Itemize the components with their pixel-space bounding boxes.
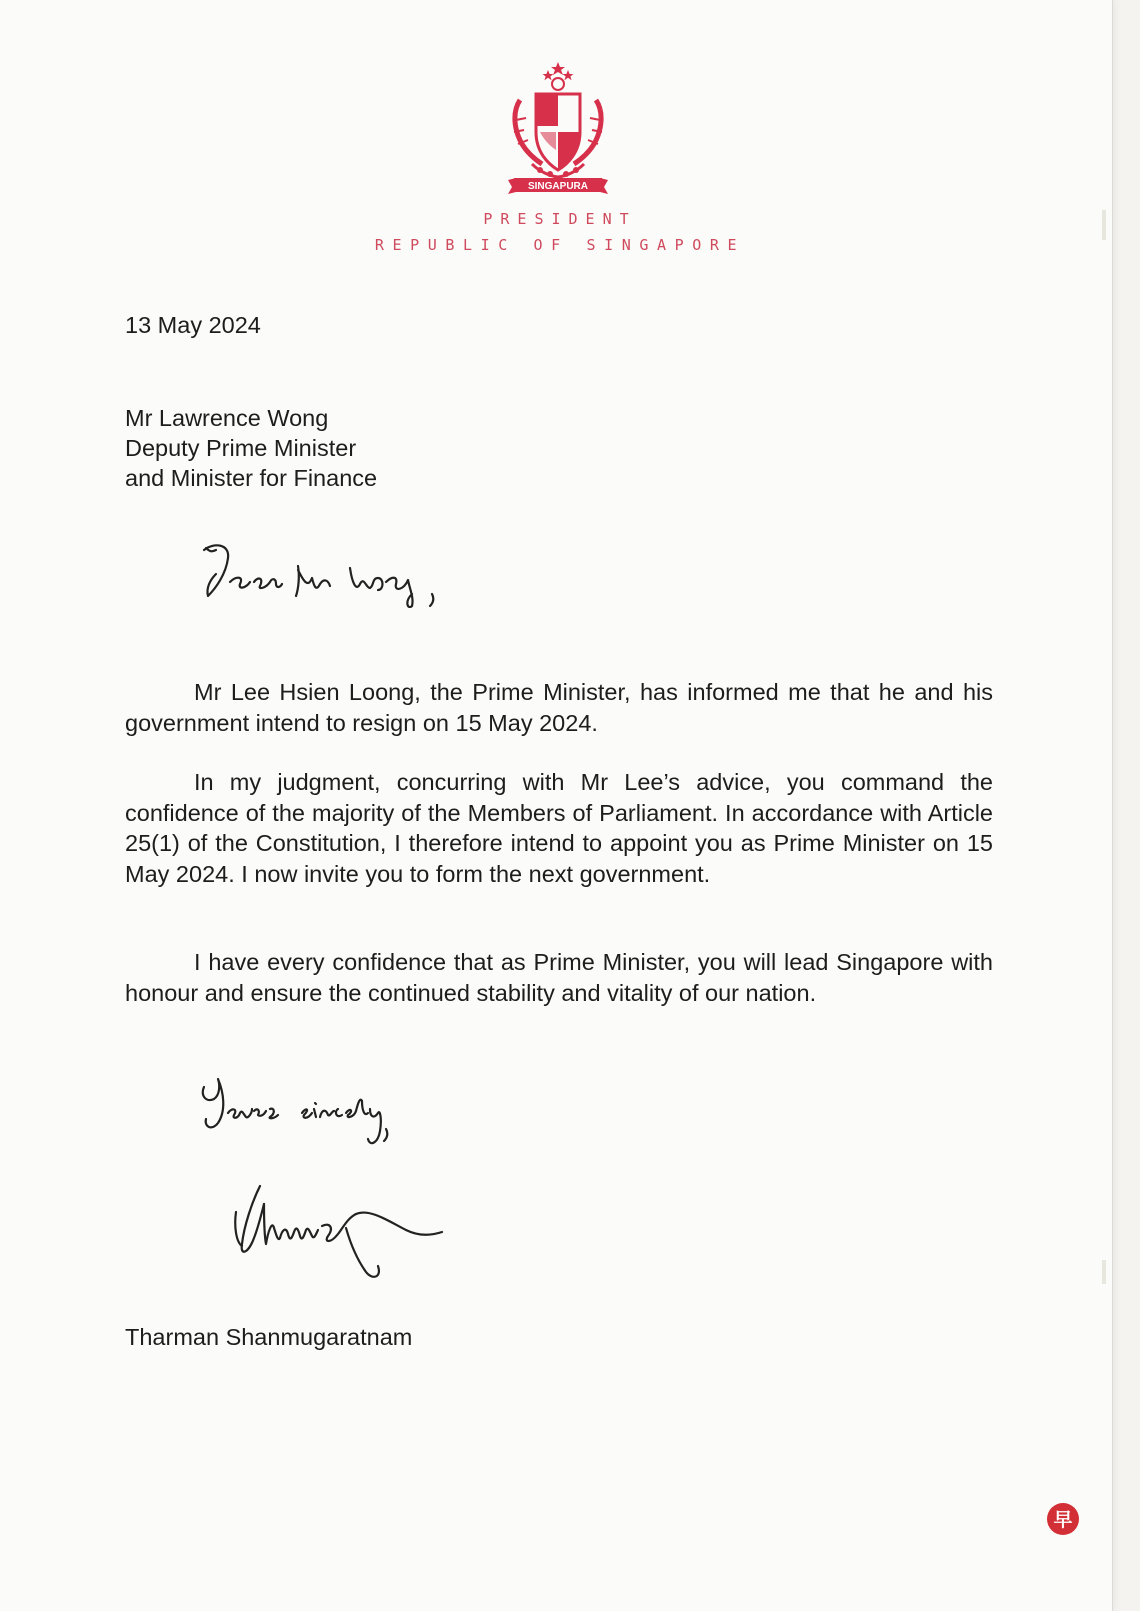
letterhead-subtitle: REPUBLIC OF SINGAPORE [374,236,746,254]
letterhead-title: PRESIDENT [483,210,637,228]
letter-date: 13 May 2024 [125,312,261,338]
paragraph-3: I have every confidence that as Prime Minister, you will lead Singapore with honour and ensure the continued stability and vitality of our nation. [125,949,993,1006]
signature-image [230,1182,475,1287]
svg-text:SINGAPURA: SINGAPURA [527,181,589,192]
watermark-badge-icon [1046,1502,1080,1536]
signer-name: Tharman Shanmugaratnam [125,1324,413,1350]
recipient-block [125,403,377,493]
recipient-name: Mr Lawrence Wong [125,405,329,431]
scan-edge-mark [1102,1260,1106,1284]
paragraph-2: In my judgment, concurring with Mr Lee’s advice, you command the confidence of the majority of the Members of Parliament. In accordance with Article 25(1) of the Constitution, I therefore intend to appoint you as Prime Minister on 15 May 2024. I now invite you to form the next government. [125,769,993,887]
scan-edge-mark [1102,210,1106,240]
paragraph-1: Mr Lee Hsien Loong, the Prime Minister, has informed me that he and his government intend to resign on 15 May 2024. [125,679,993,736]
handwritten-salutation [200,538,460,608]
svg-text:早: 早 [1053,1509,1073,1531]
recipient-title-line2: and Minister for Finance [125,465,378,491]
recipient-title-line1: Deputy Prime Minister [125,435,357,461]
singapore-crest-icon [506,60,610,194]
handwritten-closing [198,1073,458,1158]
